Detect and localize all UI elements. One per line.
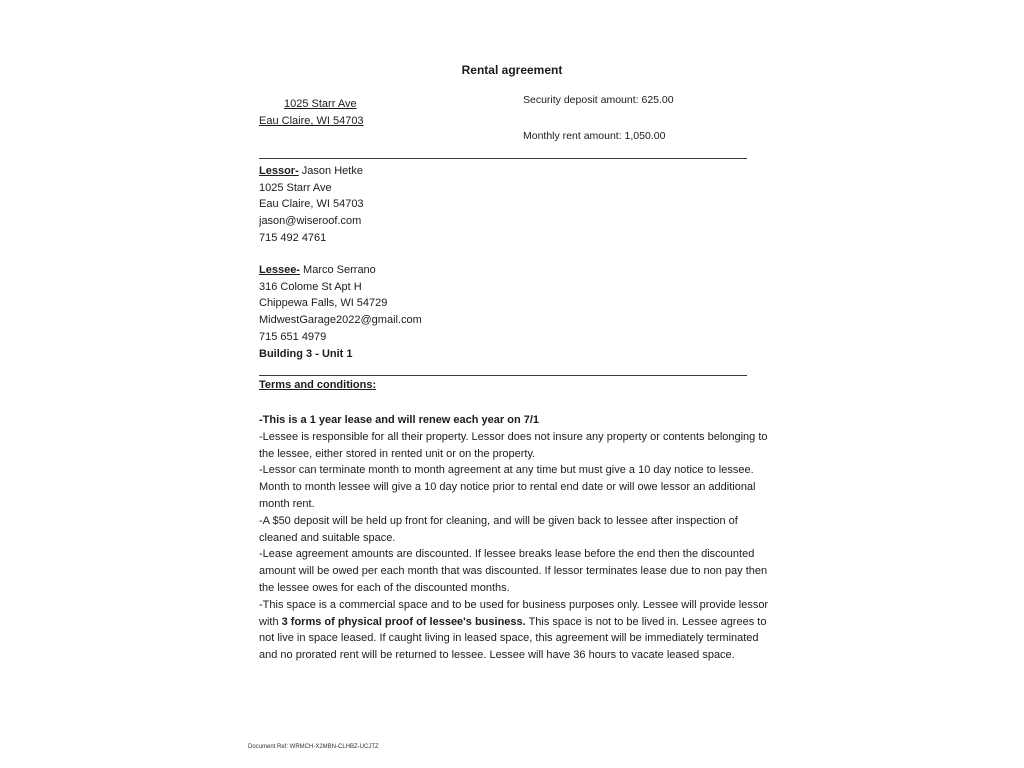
security-deposit-amount: Security deposit amount: 625.00 xyxy=(523,94,674,106)
term-commercial-part2: This space is not to be lived in. Lessee agrees to not live in space leased. If caught living in leased space, this agreement will be immediately terminated and no prorated rent will be returned to lessee. Lessee will have 36 hours to vacate leased space. xyxy=(259,615,767,662)
lessor-city-line: Eau Claire, WI 54703 xyxy=(259,198,364,211)
lessor-phone: 715 492 4761 xyxy=(259,231,327,244)
lessee-email: MidwestGarage2022@gmail.com xyxy=(259,314,422,327)
term-commercial-part1: -This space is a commercial space and to be used for business purposes only. Lessee will provide lessor with xyxy=(259,598,769,628)
lessor-heading xyxy=(259,163,364,180)
divider xyxy=(259,158,747,159)
lessee-block xyxy=(259,262,422,362)
lessor-block xyxy=(259,163,364,247)
lessee-city-line: Chippewa Falls, WI 54729 xyxy=(259,297,388,310)
term-commercial-use xyxy=(259,597,769,664)
divider xyxy=(259,375,747,376)
property-address xyxy=(259,96,364,130)
term-lease-length: -This is a 1 year lease and will renew each year on 7/1 xyxy=(259,414,540,426)
lessee-role-label: Lessee- xyxy=(259,264,300,276)
document-title: Rental agreement xyxy=(461,63,563,77)
monthly-rent-amount: Monthly rent amount: 1,050.00 xyxy=(523,130,666,142)
lessor-street: 1025 Starr Ave xyxy=(259,181,332,194)
term-commercial-proof: 3 forms of physical proof of lessee's business. xyxy=(281,615,526,628)
lessee-name: Marco Serrano xyxy=(299,264,376,276)
lessor-name: Jason Hetke xyxy=(298,165,363,177)
lessor-email: jason@wiseroof.com xyxy=(259,215,362,228)
terms-heading: Terms and conditions: xyxy=(259,379,377,391)
term-property-responsibility: -Lessee is responsible for all their property. Lessor does not insure any property or contents belonging to the lessee, either stored in rented unit or on the property. xyxy=(259,430,768,460)
lessor-role-label: Lessor- xyxy=(259,165,299,177)
lessee-unit: Building 3 - Unit 1 xyxy=(259,347,353,360)
lessee-street: 316 Colome St Apt H xyxy=(259,280,362,293)
terms-list xyxy=(259,412,769,664)
term-cleaning-deposit: -A $50 deposit will be held up front for cleaning, and will be given back to lessee after inspection of cleaned and suitable space. xyxy=(259,514,738,544)
term-discount: -Lease agreement amounts are discounted. If lessee breaks lease before the end then the discounted amount will be owed per each month that was discounted. If lessor terminates lease due to non pay then the lessee owes for each of the discounted months. xyxy=(259,548,768,594)
document-reference: Document Ref: WRMCH-X2MBN-CLHBZ-UCJTZ xyxy=(248,744,379,750)
lessee-phone: 715 651 4979 xyxy=(259,330,327,343)
term-termination: -Lessor can terminate month to month agreement at any time but must give a 10 day notice to lessee. Month to month lessee will give a 10 day notice prior to rental end date or will owe lessor an additional month rent. xyxy=(259,464,756,510)
property-city-line: Eau Claire, WI 54703 xyxy=(259,115,364,127)
property-street: 1025 Starr Ave xyxy=(284,98,357,110)
lessee-heading xyxy=(259,262,422,279)
